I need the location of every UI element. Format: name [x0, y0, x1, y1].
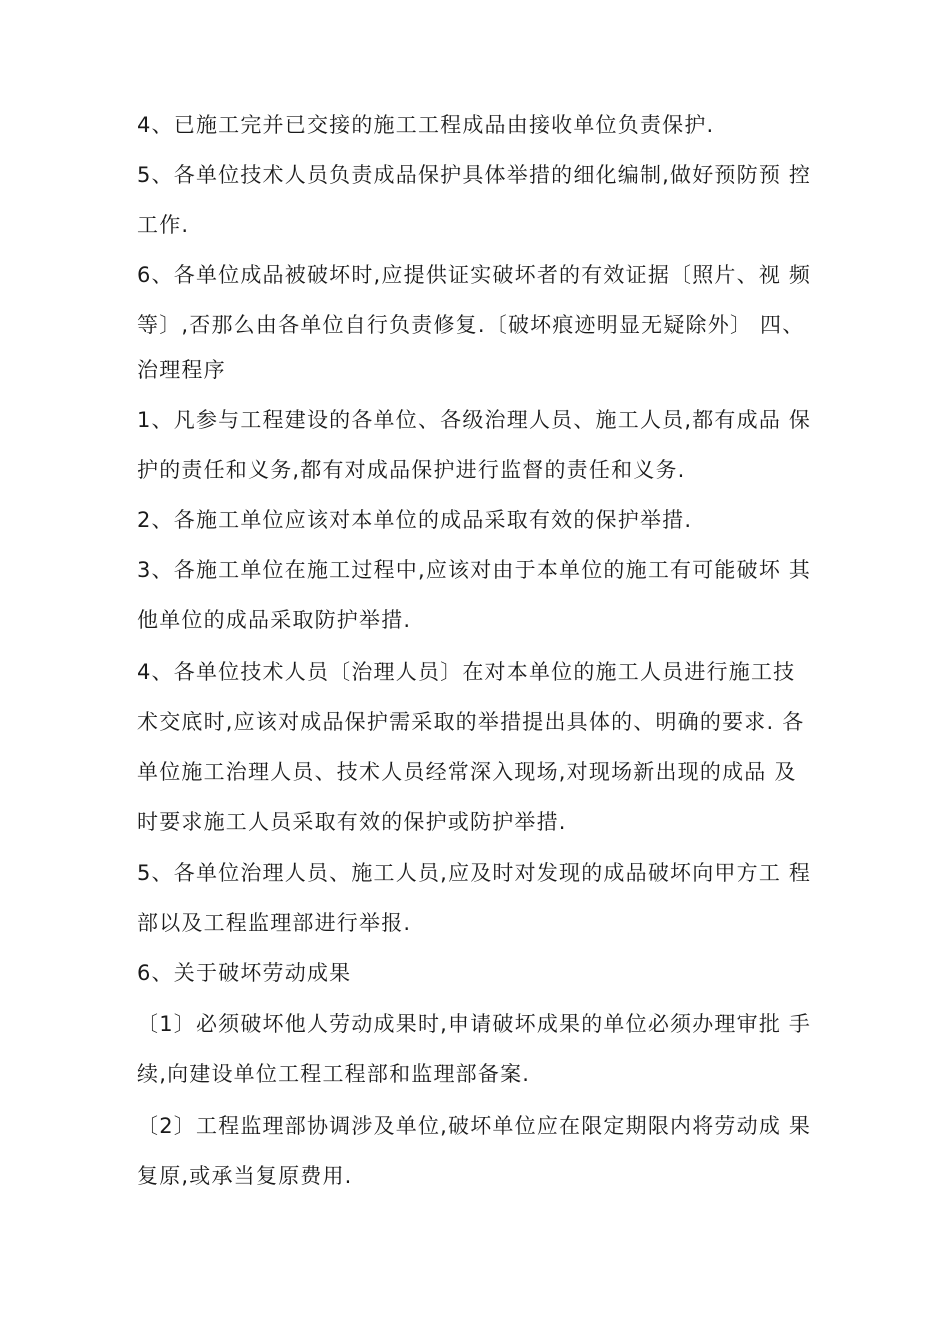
text-line: 术交底时,应该对成品保护需采取的举措提出具体的、明确的要求. 各: [137, 710, 805, 734]
text-line: 部以及工程监理部进行举报.: [137, 911, 412, 935]
text-line: 治理程序: [137, 358, 226, 382]
text-line: 4、各单位技术人员〔治理人员〕在对本单位的施工人员进行施工技: [137, 660, 796, 684]
text-line: 〔2〕工程监理部协调涉及单位,破坏单位应在限定期限内将劳动成 果: [137, 1114, 812, 1138]
text-line: 5、各单位技术人员负责成品保护具体举措的细化编制,做好预防预 控: [137, 163, 812, 187]
text-line: 单位施工治理人员、技术人员经常深入现场,对现场新出现的成品 及: [137, 760, 797, 784]
text-line: 6、关于破坏劳动成果: [137, 961, 352, 985]
text-line: 等〕,否那么由各单位自行负责修复.〔破坏痕迹明显无疑除外〕 四、: [137, 313, 805, 337]
text-line: 5、各单位治理人员、施工人员,应及时对发现的成品破坏向甲方工 程: [137, 861, 812, 885]
text-line: 他单位的成品采取防护举措.: [137, 608, 412, 632]
text-line: 2、各施工单位应该对本单位的成品采取有效的保护举措.: [137, 508, 693, 532]
text-line: 复原,或承当复原费用.: [137, 1164, 353, 1188]
text-line: 6、各单位成品被破坏时,应提供证实破坏者的有效证据〔照片、视 频: [137, 263, 812, 287]
text-line: 护的责任和义务,都有对成品保护进行监督的责任和义务.: [137, 458, 686, 482]
text-line: 〔1〕必须破坏他人劳动成果时,申请破坏成果的单位必须办理审批 手: [137, 1012, 812, 1036]
text-line: 时要求施工人员采取有效的保护或防护举措.: [137, 810, 567, 834]
text-line: 1、凡参与工程建设的各单位、各级治理人员、施工人员,都有成品 保: [137, 408, 812, 432]
text-line: 续,向建设单位工程工程部和监理部备案.: [137, 1062, 531, 1086]
text-line: 工作.: [137, 213, 190, 237]
text-line: 3、各施工单位在施工过程中,应该对由于本单位的施工有可能破坏 其: [137, 558, 812, 582]
text-line: 4、已施工完并已交接的施工工程成品由接收单位负责保护.: [137, 113, 715, 137]
